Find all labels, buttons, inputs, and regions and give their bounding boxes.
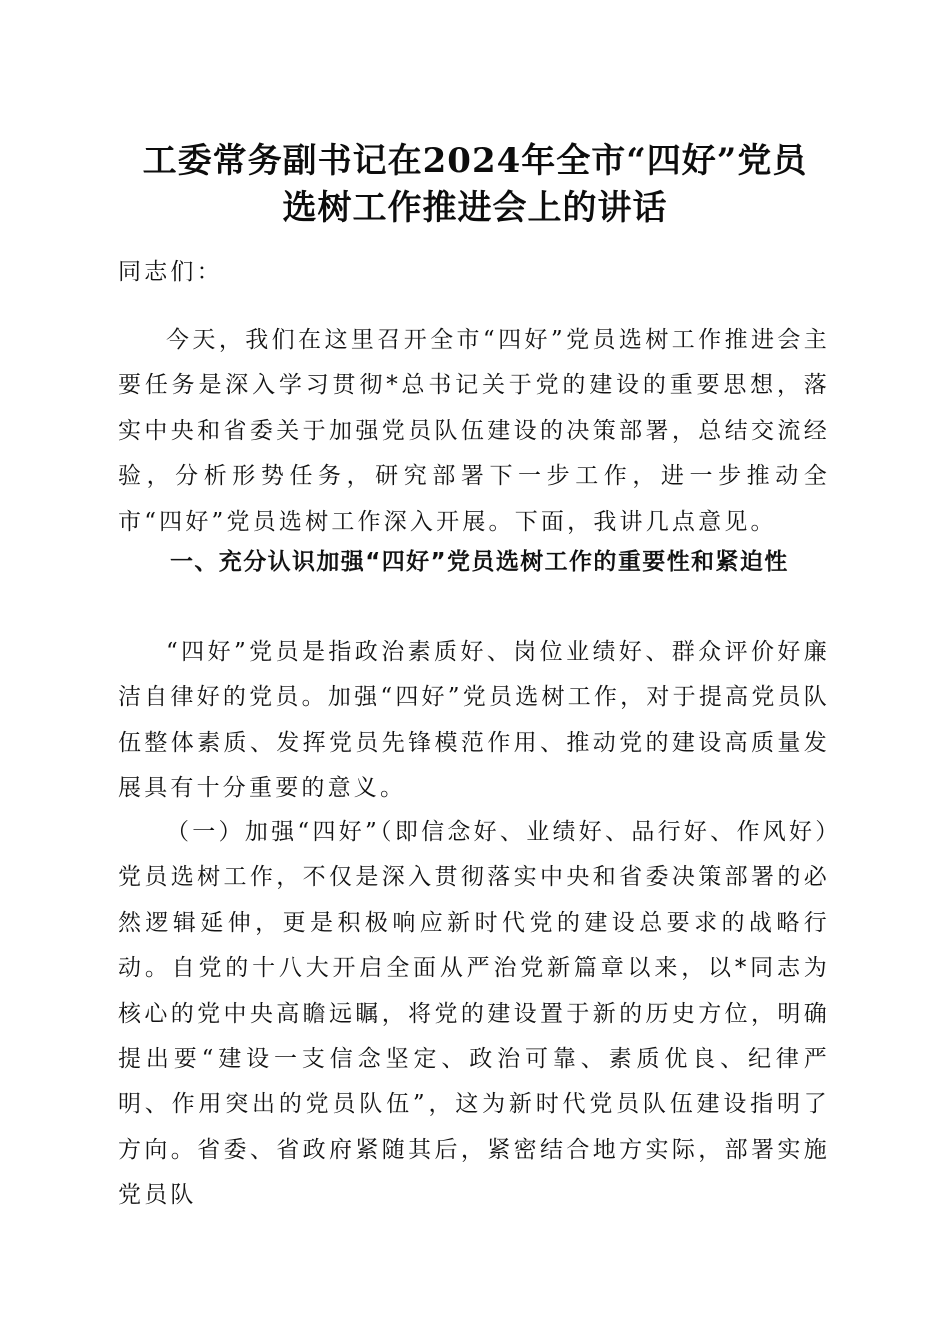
document-title-line-2: 选树工作推进会上的讲话 [282,188,668,228]
paragraph-definition: “四好”党员是指政治素质好、岗位业绩好、群众评价好廉洁自律好的党员。加强“四好”党员选树工作，对于提高党员队伍整体素质、发挥党员先锋模范作用、推动党的建设高质量发展具有十分重要的意义。 [118,639,830,802]
section-heading-1: 一、充分认识加强“四好”党员选树工作的重要性和紧迫性 [170,549,789,575]
document-title-line-1: 工委常务副书记在2024年全市“四好”党员 [142,141,808,181]
paragraph-intro: 今天，我们在这里召开全市“四好”党员选树工作推进会主要任务是深入学习贯彻*总书记关于党的建设的重要思想，落实中央和省委关于加强党员队伍建设的决策部署，总结交流经验，分析形势任务，研究部署下一步工作，进一步推动全市“四好”党员选树工作深入开展。下面，我讲几点意见。 [118,327,830,535]
paragraph-subsection-1: （一）加强“四好”（即信念好、业绩好、品行好、作风好）党员选树工作，不仅是深入贯彻落实中央和省委决策部署的必然逻辑延伸，更是积极响应新时代党的建设总要求的战略行动。自党的十八大开启全面从严治党新篇章以来，以*同志为核心的党中央高瞻远瞩，将党的建设置于新的历史方位，明确提出要“建设一支信念坚定、政治可靠、素质优良、纪律严明、作用突出的党员队伍”，这为新时代党员队伍建设指明了方向。省委、省政府紧随其后，紧密结合地方实际，部署实施党员队 [118,819,830,1209]
salutation: 同志们： [118,259,223,285]
